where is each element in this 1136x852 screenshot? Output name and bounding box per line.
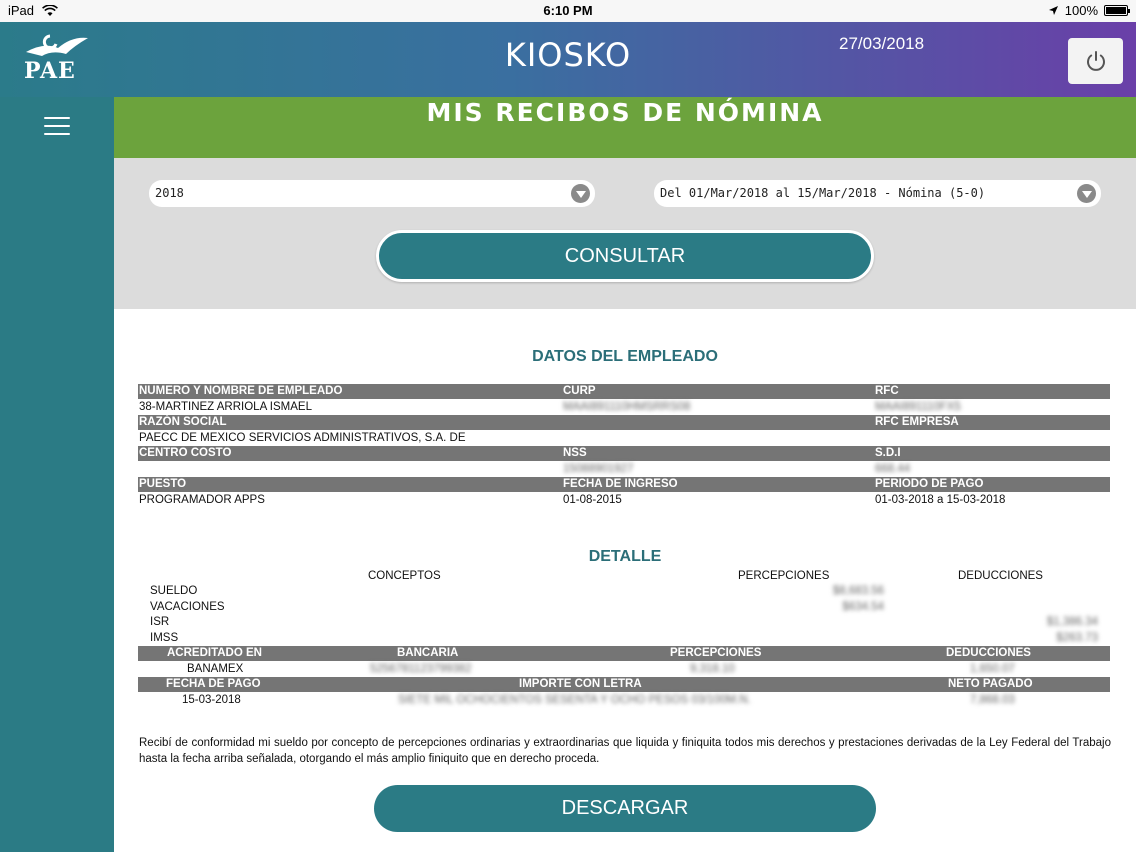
app-title: KIOSKO	[504, 36, 632, 74]
value-bancaria: 5256781123799382	[370, 663, 472, 675]
payment-header-row	[138, 677, 1110, 692]
filter-panel	[114, 158, 1136, 309]
value-nss: 15088901927	[563, 463, 634, 475]
payment-header-row	[138, 646, 1110, 661]
chevron-down-icon[interactable]	[571, 184, 590, 203]
detalle-row	[138, 600, 1110, 615]
value-sdi: 668.44	[875, 463, 911, 475]
employee-section-title: DATOS DEL EMPLEADO	[532, 348, 718, 365]
value-razon-social: PAECC DE MEXICO SERVICIOS ADMINISTRATIVOS, S.A. DE	[139, 432, 466, 444]
page-title-bar	[114, 97, 1136, 158]
header-rfc-empresa: RFC EMPRESA	[875, 416, 959, 428]
detalle-percepcion: $634.54	[842, 600, 884, 613]
value-rfc: MAAI891110FX5	[875, 401, 961, 413]
value-numero: 38-MARTINEZ ARRIOLA ISMAEL	[139, 401, 312, 413]
detalle-deduccion: $1,386.34	[1046, 616, 1098, 628]
header-deducciones-total: DEDUCCIONES	[946, 647, 1031, 659]
header-fecha-pago: FECHA DE PAGO	[166, 678, 261, 690]
year-select[interactable]	[149, 180, 595, 207]
year-select-value: 2018	[155, 186, 184, 200]
header-puesto: PUESTO	[139, 478, 187, 490]
employee-header-row	[138, 415, 1110, 430]
header-curp: CURP	[563, 385, 596, 397]
value-acreditado: BANAMEX	[187, 663, 244, 675]
header-bancaria: BANCARIA	[397, 647, 459, 659]
value-curp: MAAI891110HMSRRS08	[563, 401, 691, 413]
employee-header-row	[138, 477, 1110, 492]
detalle-row	[138, 584, 1110, 599]
header-periodo-pago: PERIODO DE PAGO	[875, 478, 984, 490]
employee-value-row	[138, 493, 1110, 508]
header-acreditado: ACREDITADO EN	[167, 647, 262, 659]
battery-percent: 100%	[1064, 3, 1098, 18]
period-select-value: Del 01/Mar/2018 al 15/Mar/2018 - Nómina (5-0)	[660, 186, 986, 200]
header-percepciones-total: PERCEPCIONES	[670, 647, 762, 659]
header-numero: NUMERO Y NOMBRE DE EMPLEADO	[139, 385, 343, 397]
value-periodo-pago: 01-03-2018 a 15-03-2018	[875, 494, 1006, 506]
hamburger-menu-icon[interactable]	[44, 117, 70, 137]
detalle-column-headers	[138, 569, 1110, 584]
status-time: 6:10 PM	[543, 3, 593, 18]
status-bar	[0, 0, 1136, 22]
value-fecha-ingreso: 01-08-2015	[563, 494, 622, 506]
header-rfc: RFC	[875, 385, 899, 397]
app-header	[0, 22, 1136, 97]
value-puesto: PROGRAMADOR APPS	[139, 494, 265, 506]
receipt-disclaimer: Recibí de conformidad mi sueldo por concepto de percepciones ordinarias y extraordinarias que liquida y finiquita todos mis derechos y prestaciones derivadas de la Ley Federal del Trabajo hasta la fecha arriba señalada, otorgando el más amplio finiquito que en derecho proceda.	[139, 737, 1111, 765]
battery-icon	[1104, 5, 1128, 16]
employee-header-row	[138, 384, 1110, 399]
header-nss: NSS	[563, 447, 587, 459]
power-button[interactable]	[1068, 38, 1123, 84]
detalle-deduccion: $263.73	[1056, 631, 1098, 644]
chevron-down-icon[interactable]	[1077, 184, 1096, 203]
header-sdi: S.D.I	[875, 447, 901, 459]
detalle-percepcion: $8,683.56	[832, 585, 884, 597]
power-icon	[1084, 49, 1108, 73]
header-percepciones: PERCEPCIONES	[738, 570, 830, 582]
employee-value-row	[138, 400, 1110, 415]
period-select[interactable]	[654, 180, 1101, 207]
detalle-section-title: DETALLE	[588, 548, 662, 565]
header-deducciones: DEDUCCIONES	[958, 570, 1043, 582]
value-deducciones-total: 1,650.07	[970, 663, 1015, 675]
payment-value-row	[138, 693, 1110, 708]
detalle-concepto: ISR	[150, 616, 170, 628]
device-name: iPad	[8, 3, 35, 18]
consult-button[interactable]: CONSULTAR	[376, 230, 874, 282]
value-importe-letra: SIETE MIL OCHOCIENTOS SESENTA Y OCHO PESOS 03/100M.N.	[398, 694, 751, 706]
value-neto-pagado: 7,868.03	[970, 694, 1015, 706]
download-button[interactable]: DESCARGAR	[374, 785, 876, 832]
header-conceptos: CONCEPTOS	[368, 570, 441, 582]
detalle-row	[138, 631, 1110, 646]
header-centro-costo: CENTRO COSTO	[139, 447, 232, 459]
value-percepciones-total: 9,318.10	[690, 663, 735, 675]
location-arrow-icon	[1048, 5, 1059, 16]
employee-value-row	[138, 462, 1110, 477]
page-title: MIS RECIBOS DE NÓMINA	[426, 98, 824, 127]
sidebar	[0, 97, 114, 852]
logo-text: PAE	[24, 58, 76, 84]
detalle-row	[138, 615, 1110, 630]
payment-value-row	[138, 662, 1110, 677]
header-date: 27/03/2018	[839, 34, 925, 53]
employee-header-row	[138, 446, 1110, 461]
header-importe-letra: IMPORTE CON LETRA	[519, 678, 642, 690]
detalle-concepto: VACACIONES	[150, 600, 225, 613]
value-fecha-pago: 15-03-2018	[182, 694, 241, 706]
header-neto-pagado: NETO PAGADO	[948, 678, 1033, 690]
header-razon-social: RAZÓN SOCIAL	[139, 416, 227, 428]
employee-value-row	[138, 431, 1110, 446]
detalle-concepto: SUELDO	[150, 585, 198, 597]
header-fecha-ingreso: FECHA DE INGRESO	[563, 478, 678, 490]
detalle-concepto: IMSS	[150, 631, 179, 644]
